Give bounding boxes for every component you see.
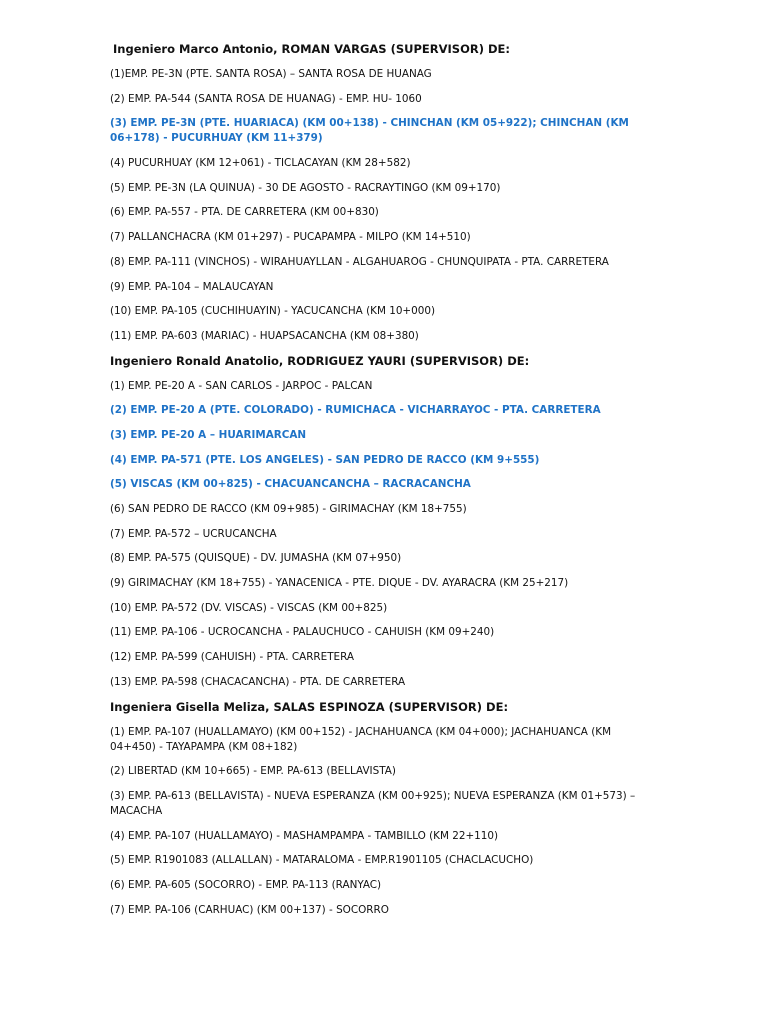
route-item: (3) EMP. PA-613 (BELLAVISTA) - NUEVA ESPERANZA (KM 00+925); NUEVA ESPERANZA (KM 01+573) – MACACHA bbox=[110, 789, 636, 817]
route-item-highlighted: (4) EMP. PA-571 (PTE. LOS ANGELES) - SAN PEDRO DE RACCO (KM 9+555) bbox=[110, 453, 540, 466]
route-item: (2) LIBERTAD (KM 10+665) - EMP. PA-613 (BELLAVISTA) bbox=[110, 765, 396, 778]
route-item: (11) EMP. PA-603 (MARIAC) - HUAPSACANCHA (KM 08+380) bbox=[110, 329, 419, 342]
route-item-highlighted: (3) EMP. PE-20 A – HUARIMARCAN bbox=[110, 428, 307, 441]
route-item: (1)EMP. PE-3N (PTE. SANTA ROSA) – SANTA ROSA DE HUANAG bbox=[110, 68, 432, 80]
route-item-highlighted: (5) VISCAS (KM 00+825) - CHACUANCANCHA – RACRACANCHA bbox=[110, 478, 471, 491]
route-item: (10) EMP. PA-572 (DV. VISCAS) - VISCAS (KM 00+825) bbox=[110, 601, 388, 614]
route-item: (12) EMP. PA-599 (CAHUISH) - PTA. CARRETERA bbox=[110, 651, 355, 664]
route-item-highlighted: (3) EMP. PE-3N (PTE. HUARIACA) (KM 00+138) - CHINCHAN (KM 05+922); CHINCHAN (KM 06+178) - PUCURHUAY (KM 11+379) bbox=[110, 117, 629, 145]
route-item: (7) PALLANCHACRA (KM 01+297) - PUCAPAMPA - MILPO (KM 14+510) bbox=[110, 231, 471, 244]
route-item: (11) EMP. PA-106 - UCROCANCHA - PALAUCHUCO - CAHUISH (KM 09+240) bbox=[110, 626, 495, 639]
route-item: (9) EMP. PA-104 – MALAUCAYAN bbox=[110, 280, 274, 293]
supervisor-section bbox=[110, 700, 650, 918]
route-item: (5) EMP. PE-3N (LA QUINUA) - 30 DE AGOSTO - RACRAYTINGO (KM 09+170) bbox=[110, 181, 501, 194]
route-item: (1) EMP. PA-107 (HUALLAMAYO) (KM 00+152) - JACHAHUANCA (KM 04+000); JACHAHUANCA (KM 04+450) - TAYAPAMPA (KM 08+182) bbox=[110, 725, 612, 753]
route-item: (10) EMP. PA-105 (CUCHIHUAYIN) - YACUCANCHA (KM 10+000) bbox=[110, 305, 436, 318]
route-item: (6) EMP. PA-605 (SOCORRO) - EMP. PA-113 (RANYAC) bbox=[110, 878, 382, 891]
route-item: (6) SAN PEDRO DE RACCO (KM 09+985) - GIRIMACHAY (KM 18+755) bbox=[110, 503, 467, 515]
route-item: (5) EMP. R1901083 (ALLALLAN) - MATARALOMA - EMP.R1901105 (CHACLACUCHO) bbox=[110, 854, 534, 867]
supervisor-section bbox=[110, 42, 650, 344]
route-item: (4) PUCURHUAY (KM 12+061) - TICLACAYAN (KM 28+582) bbox=[110, 157, 411, 170]
route-item: (8) EMP. PA-575 (QUISQUE) - DV. JUMASHA (KM 07+950) bbox=[110, 552, 402, 565]
route-item: (6) EMP. PA-557 - PTA. DE CARRETERA (KM 00+830) bbox=[110, 206, 379, 219]
route-item: (2) EMP. PA-544 (SANTA ROSA DE HUANAG) - EMP. HU- 1060 bbox=[110, 92, 422, 105]
supervisor-section bbox=[110, 354, 650, 690]
route-item: (4) EMP. PA-107 (HUALLAMAYO) - MASHAMPAMPA - TAMBILLO (KM 22+110) bbox=[110, 829, 499, 842]
route-item: (8) EMP. PA-111 (VINCHOS) - WIRAHUAYLLAN - ALGAHUAROG - CHUNQUIPATA - PTA. CARRETERA bbox=[110, 255, 609, 268]
route-item: (7) EMP. PA-106 (CARHUAC) (KM 00+137) - SOCORRO bbox=[110, 903, 389, 916]
route-item-highlighted: (2) EMP. PE-20 A (PTE. COLORADO) - RUMICHACA - VICHARRAYOC - PTA. CARRETERA bbox=[110, 404, 601, 417]
section-heading: Ingeniero Marco Antonio, ROMAN VARGAS (SUPERVISOR) DE: bbox=[113, 42, 510, 56]
route-item: (7) EMP. PA-572 – UCRUCANCHA bbox=[110, 527, 277, 540]
section-heading: Ingeniero Ronald Anatolio, RODRIGUEZ YAURI (SUPERVISOR) DE: bbox=[110, 353, 530, 368]
route-item: (13) EMP. PA-598 (CHACACANCHA) - PTA. DE CARRETERA bbox=[110, 675, 406, 688]
route-item: (9) GIRIMACHAY (KM 18+755) - YANACENICA - PTE. DIQUE - DV. AYARACRA (KM 25+217) bbox=[110, 577, 569, 590]
route-item: (1) EMP. PE-20 A - SAN CARLOS - JARPOC - PALCAN bbox=[110, 379, 373, 392]
section-heading: Ingeniera Gisella Meliza, SALAS ESPINOZA (SUPERVISOR) DE: bbox=[110, 699, 509, 714]
document-page bbox=[110, 42, 650, 927]
